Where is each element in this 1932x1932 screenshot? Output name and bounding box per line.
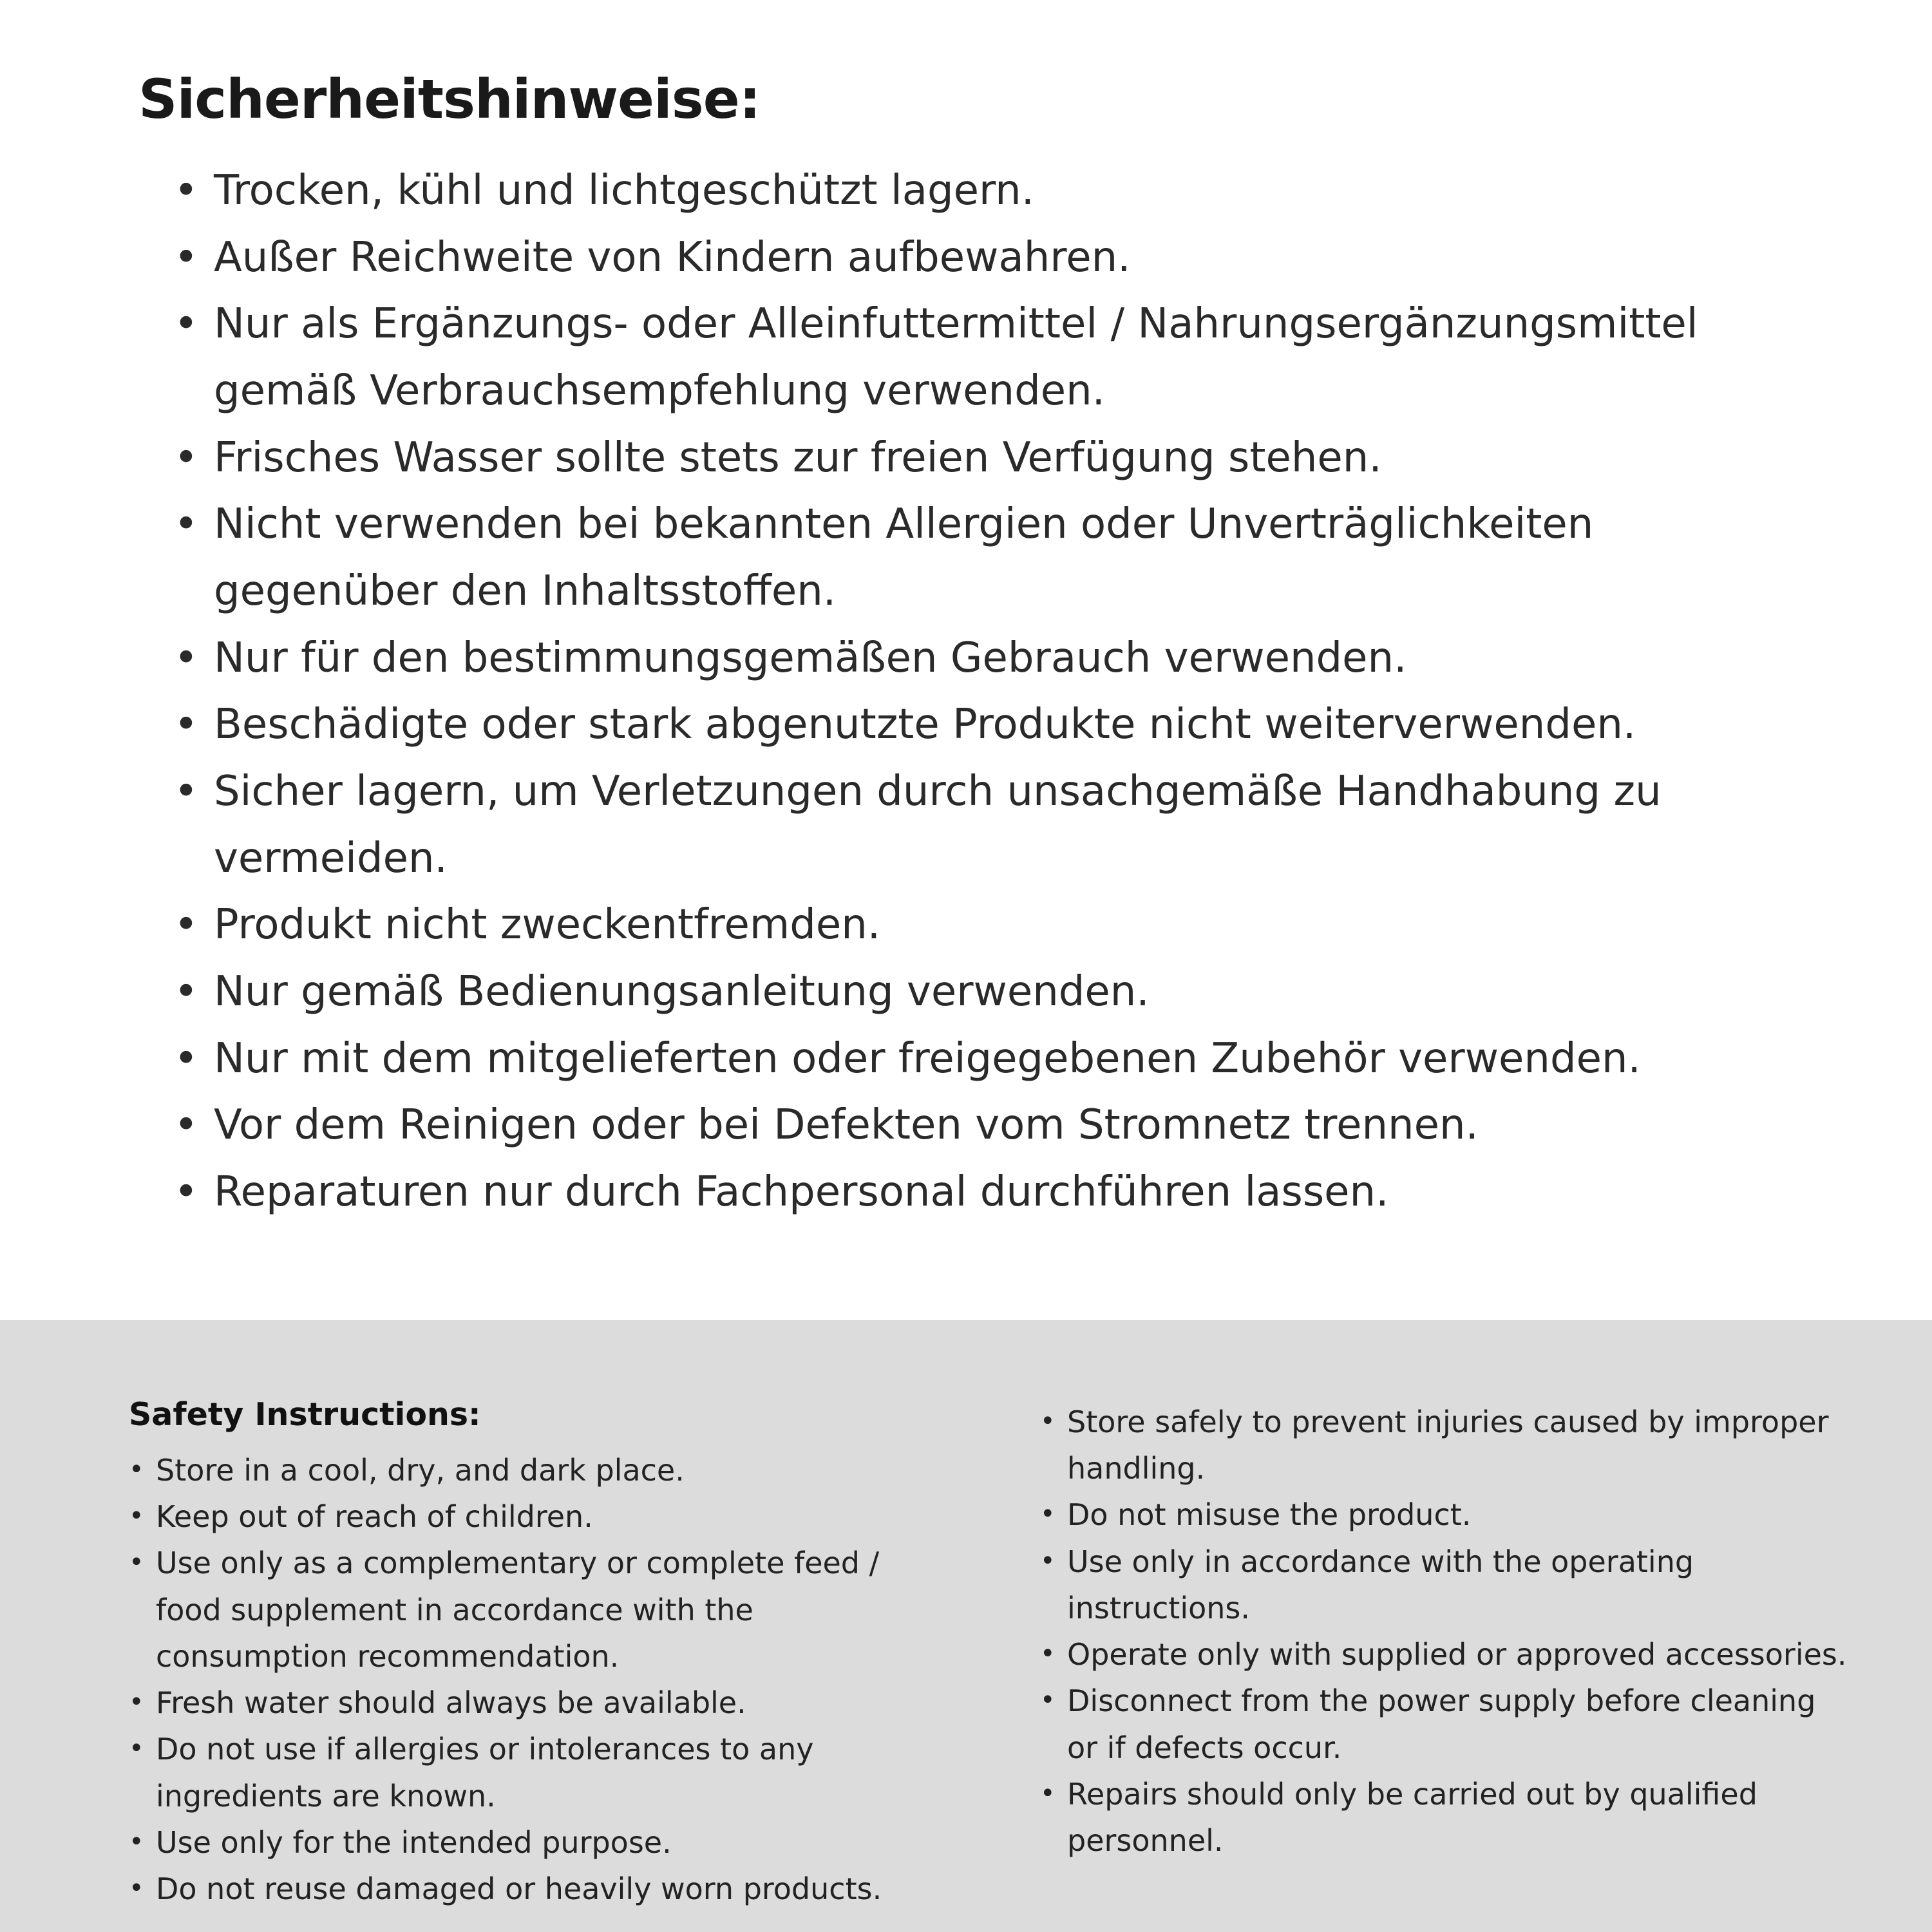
bullet-icon: • <box>1040 1685 1056 1716</box>
list-item <box>174 491 1803 625</box>
bullet-icon: • <box>174 300 198 348</box>
bullet-icon: • <box>129 1826 144 1857</box>
english-safety-list-right <box>1040 1399 1848 1864</box>
list-item <box>1040 1539 1848 1631</box>
english-safety-list-left <box>129 1447 937 1912</box>
bullet-icon: • <box>1040 1546 1056 1576</box>
bullet-icon: • <box>174 634 198 682</box>
english-section <box>0 1320 1932 1932</box>
list-item <box>129 1866 937 1912</box>
bullet-icon: • <box>129 1873 144 1903</box>
list-item <box>174 692 1803 759</box>
bullet-icon: • <box>1040 1499 1056 1530</box>
list-item <box>129 1493 937 1540</box>
list-item <box>1040 1631 1848 1678</box>
list-item-text: Nur mit dem mitgelieferten oder freigegebenen Zubehör verwenden. <box>214 1034 1641 1083</box>
english-section-title: Safety Instructions: <box>129 1396 481 1433</box>
bullet-icon: • <box>129 1687 144 1718</box>
bullet-icon: • <box>174 167 198 214</box>
list-item <box>174 291 1803 424</box>
list-item <box>174 1026 1803 1093</box>
list-item <box>174 625 1803 692</box>
list-item <box>129 1680 937 1726</box>
bullet-icon: • <box>174 500 198 549</box>
list-item <box>174 1159 1803 1226</box>
list-item-text: Vor dem Reinigen oder bei Defekten vom Stromnetz trennen. <box>214 1101 1479 1150</box>
list-item-text: Sicher lagern, um Verletzungen durch unsachgemäße Handhabung zu vermeiden. <box>214 768 1662 882</box>
list-item <box>174 892 1803 959</box>
list-item-text: Do not misuse the product. <box>1067 1497 1472 1533</box>
list-item-text: Reparaturen nur durch Fachpersonal durchführen lassen. <box>214 1168 1389 1217</box>
list-item <box>174 158 1803 225</box>
bullet-icon: • <box>1040 1639 1056 1669</box>
list-item-text: Repairs should only be carried out by qualified personnel. <box>1067 1776 1757 1858</box>
bullet-icon: • <box>1040 1778 1056 1808</box>
bullet-icon: • <box>174 233 198 281</box>
bullet-icon: • <box>129 1455 144 1484</box>
bullet-icon: • <box>174 1101 198 1150</box>
bullet-icon: • <box>174 701 198 749</box>
list-item-text: Use only for the intended purpose. <box>156 1824 672 1860</box>
list-item <box>129 1447 937 1493</box>
list-item-text: Nur als Ergänzungs- oder Alleinfuttermittel / Nahrungsergänzungsmittel gemäß Verbrauchsempfehlung verwenden. <box>214 300 1698 415</box>
bullet-icon: • <box>174 433 198 482</box>
list-item-text: Nur für den bestimmungsgemäßen Gebrauch verwenden. <box>214 634 1407 682</box>
bullet-icon: • <box>129 1734 144 1764</box>
english-right-column <box>1040 1396 1848 1932</box>
bullet-icon: • <box>174 1034 198 1083</box>
bullet-icon: • <box>1040 1406 1056 1436</box>
bullet-icon: • <box>174 1168 198 1217</box>
list-item <box>1040 1678 1848 1770</box>
list-item-text: Nicht verwenden bei bekannten Allergien oder Unverträglichkeiten gegenüber den Inhaltsstoffen. <box>214 500 1594 616</box>
list-item-text: Fresh water should always be available. <box>156 1685 746 1721</box>
list-item <box>129 1819 937 1866</box>
list-item <box>129 1726 937 1819</box>
bullet-icon: • <box>174 901 198 949</box>
list-item <box>174 1092 1803 1159</box>
german-section-title: Sicherheitshinweise: <box>138 68 761 131</box>
list-item <box>1040 1399 1848 1492</box>
list-item-text: Trocken, kühl und lichtgeschützt lagern. <box>214 167 1035 214</box>
list-item <box>174 225 1803 292</box>
list-item <box>174 759 1803 892</box>
list-item-text: Produkt nicht zweckentfremden. <box>214 901 881 949</box>
bullet-icon: • <box>129 1501 144 1531</box>
list-item <box>174 959 1803 1026</box>
list-item <box>1040 1492 1848 1538</box>
list-item-text: Store safely to prevent injuries caused by improper handling. <box>1067 1405 1829 1486</box>
list-item-text: Außer Reichweite von Kindern aufbewahren. <box>214 233 1131 281</box>
list-item-text: Disconnect from the power supply before cleaning or if defects occur. <box>1067 1683 1816 1765</box>
list-item-text: Frisches Wasser sollte stets zur freien Verfügung stehen. <box>214 433 1382 482</box>
list-item <box>174 425 1803 492</box>
list-item-text: Beschädigte oder stark abgenutzte Produkte nicht weiterverwenden. <box>214 701 1636 749</box>
bullet-icon: • <box>129 1548 144 1578</box>
bullet-icon: • <box>174 768 198 816</box>
list-item-text: Keep out of reach of children. <box>156 1499 593 1535</box>
list-item-text: Use only in accordance with the operating instructions. <box>1067 1544 1694 1625</box>
list-item-text: Store in a cool, dry, and dark place. <box>156 1453 685 1488</box>
bullet-icon: • <box>174 968 198 1016</box>
german-safety-list <box>174 158 1803 1226</box>
list-item <box>129 1540 937 1680</box>
list-item-text: Use only as a complementary or complete feed / food supplement in accordance with the consumption recommendation. <box>156 1546 880 1674</box>
list-item-text: Do not reuse damaged or heavily worn products. <box>156 1871 882 1906</box>
list-item-text: Nur gemäß Bedienungsanleitung verwenden. <box>214 968 1150 1016</box>
list-item-text: Do not use if allergies or intolerances to any ingredients are known. <box>156 1732 814 1814</box>
list-item-text: Operate only with supplied or approved accessories. <box>1067 1637 1847 1672</box>
list-item <box>1040 1771 1848 1864</box>
english-left-column <box>129 1396 937 1932</box>
